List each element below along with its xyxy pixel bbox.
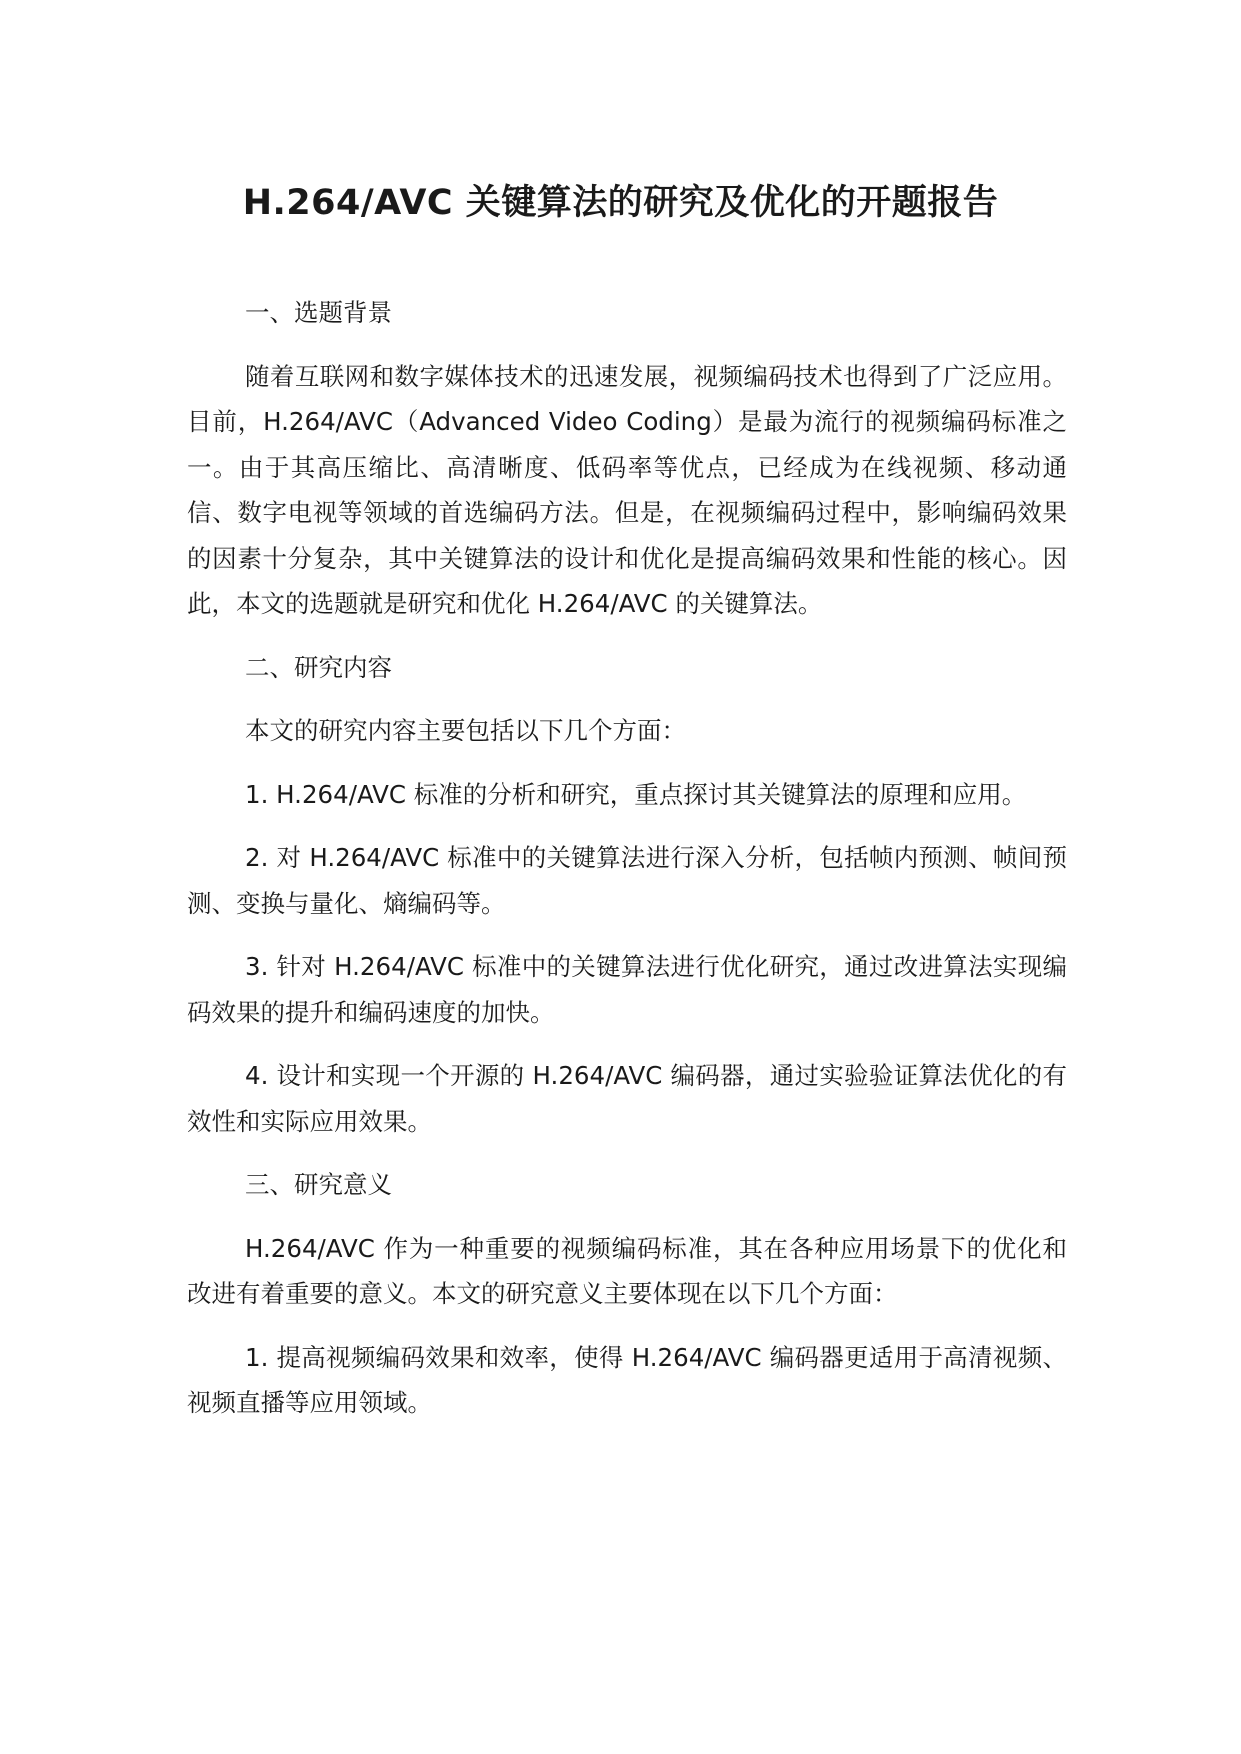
list-item-significance-1: 1. 提高视频编码效果和效率，使得 H.264/AVC 编码器更适用于高清视频、视频直播等应用领域。 <box>187 1342 1067 1417</box>
list-item-research-2: 2. 对 H.264/AVC 标准中的关键算法进行深入分析，包括帧内预测、帧间预测、变换与量化、熵编码等。 <box>187 843 1067 918</box>
document-title: H.264/AVC 关键算法的研究及优化的开题报告 <box>242 183 999 223</box>
paragraph-significance-intro: H.264/AVC 作为一种重要的视频编码标准，其在各种应用场景下的优化和改进有着重要的意义。本文的研究意义主要体现在以下几个方面： <box>187 1233 1067 1308</box>
list-item-research-3: 3. 针对 H.264/AVC 标准中的关键算法进行优化研究，通过改进算法实现编码效果的提升和编码速度的加快。 <box>187 952 1067 1027</box>
section-heading-background: 一、选题背景 <box>245 298 392 327</box>
list-item-research-4: 4. 设计和实现一个开源的 H.264/AVC 编码器，通过实验验证算法优化的有效性和实际应用效果。 <box>187 1061 1067 1136</box>
paragraph-background: 随着互联网和数字媒体技术的迅速发展，视频编码技术也得到了广泛应用。目前，H.264/AVC（Advanced Video Coding）是最为流行的视频编码标准之一。由于其高压缩比、高清晰度、低码率等优点，已经成为在线视频、移动通信、数字电视等领域的首选编码方法。但是，在视频编码过程中，影响编码效果的因素十分复杂，其中关键算法的设计和优化是提高编码效果和性能的核心。因此，本文的选题就是研究和优化 H.264/AVC 的关键算法。 <box>187 361 1067 618</box>
list-item-research-1: 1. H.264/AVC 标准的分析和研究，重点探讨其关键算法的原理和应用。 <box>245 779 1027 809</box>
paragraph-research-intro: 本文的研究内容主要包括以下几个方面： <box>245 716 686 745</box>
document-body <box>187 290 1067 1444</box>
section-heading-research-content: 二、研究内容 <box>245 652 392 682</box>
section-heading-significance: 三、研究意义 <box>245 1170 392 1199</box>
